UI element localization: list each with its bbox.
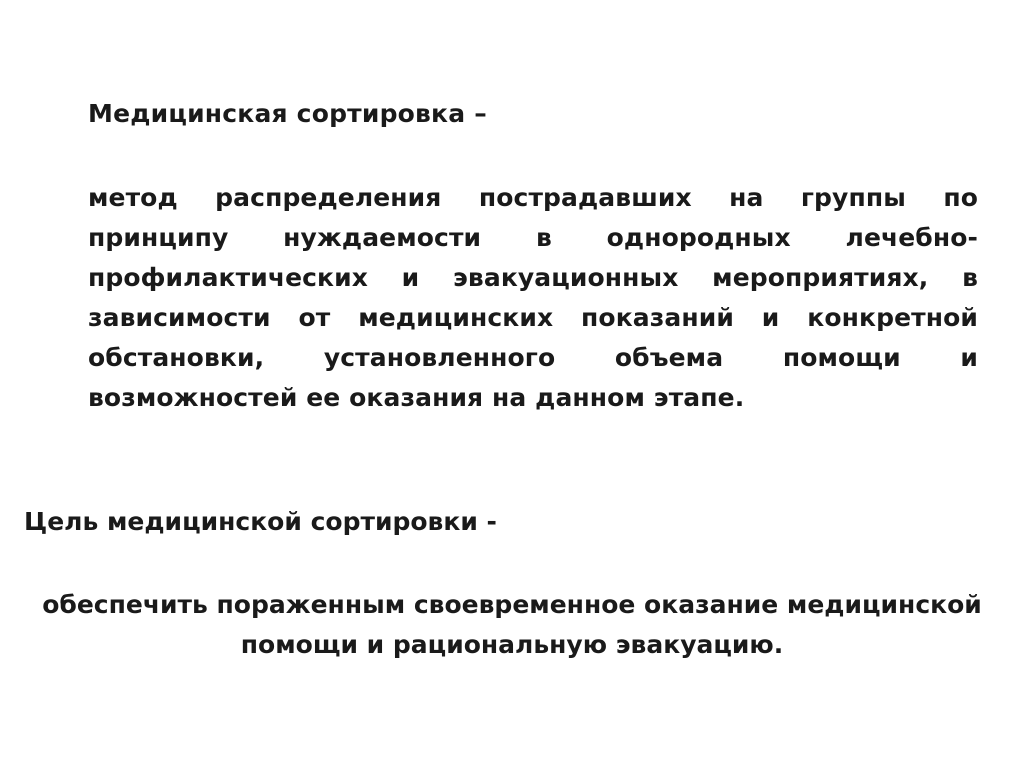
goal-text: обеспечить пораженным своевременное оказание медицинской помощи и рациональную эвакуацию. xyxy=(42,590,982,659)
term-definition: метод распределения пострадавших на группы по принципу нуждаемости в однородных лечебно-профилактических и эвакуационных мероприятиях, в зависимости от медицинских показаний и конкретной обстановки, установленного объема помощи и возможностей ее оказания на данном этапе. xyxy=(88,183,978,412)
goal-heading: Цель медицинской сортировки - xyxy=(24,507,497,536)
term-title: Медицинская сортировка – xyxy=(88,99,487,128)
